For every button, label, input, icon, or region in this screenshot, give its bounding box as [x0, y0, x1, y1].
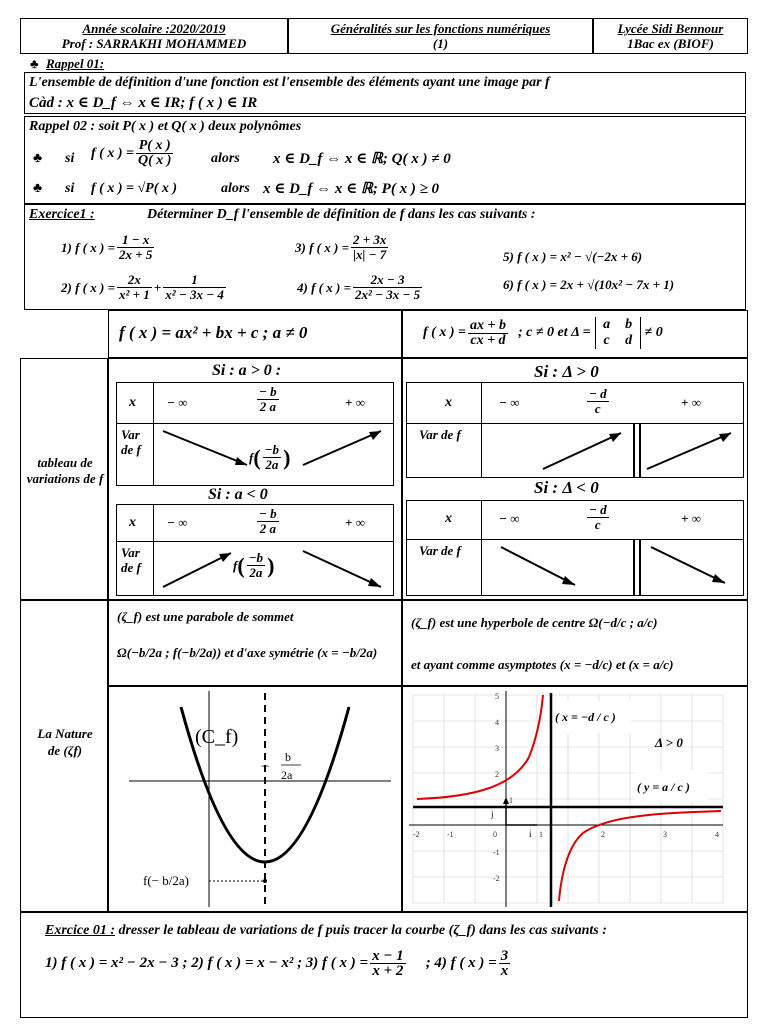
arrow-head: [368, 578, 381, 587]
nature-quad-text-cell: [108, 600, 402, 686]
rappel1-title: Rappel 01:: [46, 56, 105, 71]
plus-infinity: + ∞: [681, 511, 701, 526]
exercice1-title: Exercice1 :: [29, 207, 95, 222]
x-label: x: [445, 511, 452, 526]
quad-function: f ( x ) = ax² + bx + c ; a ≠ 0: [119, 323, 308, 342]
exercise-item-2: 2) f ( x ) = $\frac{2x}{\text{x² + 1}}$ + $\frac{1}{\text{x² − 3x − 4}}$: [61, 272, 224, 302]
exercice01-header: [45, 923, 607, 939]
svg-text:-1: -1: [493, 848, 500, 857]
determinant: a b c d: [595, 317, 641, 349]
homographic-function: f ( x ) = $\frac{ax + b}{cx + d}$ ; c ≠ 0 et Δ = a b c d ≠ 0: [423, 317, 663, 348]
parabola-text-1: (ζ_f) est une parabole de sommet: [117, 609, 294, 624]
pole-x: $\frac{- d}{c}$: [589, 502, 607, 532]
j-label: j: [491, 809, 494, 819]
vertex-point: [263, 879, 267, 883]
axis-label-num: b: [285, 750, 291, 764]
exercice01-statement: dresser le tableau de variations de f puis tracer la courbe (ζ_f) dans les cas suivants :: [118, 923, 607, 938]
ymin-label: f(− b/2a): [143, 873, 189, 888]
header-center-box: [288, 18, 593, 54]
svg-text:0: 0: [493, 830, 497, 839]
svg-text:4: 4: [495, 718, 499, 727]
x-label: x: [129, 515, 136, 530]
func-quad-cell: [108, 310, 402, 358]
quad-pos-title: Si : a > 0 :: [212, 362, 282, 379]
hyperbola-text-1: (ζ_f) est une hyperbole de centre Ω(−d/c ; a/c): [411, 615, 658, 630]
var-de-f-label: Var de f: [419, 427, 461, 442]
svg-text:3: 3: [495, 744, 499, 753]
rappel2-case2-formula: f ( x ) = √P( x ): [91, 181, 178, 196]
pole-x: $\frac{- d}{c}$: [589, 386, 607, 416]
rappel2-case2-alors: alors: [221, 181, 250, 196]
axis-label-pre: −: [261, 759, 270, 775]
club-icon: ♣: [30, 56, 39, 71]
minus-infinity: − ∞: [167, 395, 188, 410]
school-year: Année scolaire :2020/2019: [82, 21, 226, 36]
vertex-x: $\frac{- b}{2 a}$: [259, 506, 277, 536]
teacher-name: Prof : SARRAKHI MOHAMMED: [61, 36, 247, 51]
hyperbola-graph: [403, 687, 747, 911]
document-title: Généralités sur les fonctions numériques: [330, 21, 551, 36]
homo-neg-table: [406, 500, 744, 596]
arrow-head: [719, 433, 731, 442]
rappel1-line2: Càd : x ∈ D_f ⇔ x ∈ IR; f ( x ) ∈ IR: [29, 95, 258, 111]
rappel2-case1-cond: x ∈ D_f ⇔ x ∈ ℝ; Q( x ) ≠ 0: [273, 151, 451, 167]
increasing-arrow: [543, 433, 621, 469]
rappel1-line1: L'ensemble de définition d'une fonction est l'ensemble des éléments ayant une image par f: [29, 75, 550, 90]
decreasing-arrow: [163, 431, 247, 465]
homo-neg-title: Si : Δ < 0: [534, 478, 599, 497]
variation-arrows: [481, 423, 743, 477]
svg-text:2: 2: [495, 770, 499, 779]
rappel1-content: [24, 72, 746, 114]
svg-text:4: 4: [715, 830, 719, 839]
y-tick-labels: [493, 692, 513, 883]
increasing-arrow: [647, 433, 731, 469]
plus-infinity: + ∞: [681, 395, 701, 410]
rappel2-case1-si: si: [65, 151, 75, 166]
svg-text:-1: -1: [447, 830, 454, 839]
rappel2-case2-si: si: [65, 181, 75, 196]
increasing-arrow: [303, 431, 381, 465]
exercise-item-6: 6) f ( x ) = 2x + √(10x² − 7x + 1): [503, 277, 675, 292]
parabola-text-2: Ω(−b/2a ; f(−b/2a)) et d'axe symétrie (x = −b/2a): [117, 645, 378, 660]
svg-text:-2: -2: [493, 874, 500, 883]
plus-infinity: + ∞: [345, 395, 365, 410]
rappel2-case2-cond: x ∈ D_f ⇔ x ∈ ℝ; P( x ) ≥ 0: [263, 181, 440, 197]
quad-neg-title: Si : a < 0: [208, 486, 268, 503]
quad-neg-table: [116, 504, 394, 596]
class-name: 1Bac ex (BIOF): [627, 36, 714, 51]
header-right-box: [593, 18, 748, 54]
exercise-item-4: 4) f ( x ) = $\frac{2x - 3}{\text{2x² − 3x − 5}}$: [297, 272, 421, 302]
i-label: i: [529, 829, 532, 839]
exercice1-box: [24, 204, 746, 310]
svg-text:1: 1: [539, 830, 543, 839]
svg-text:1: 1: [509, 796, 513, 805]
rappel2-box: [24, 116, 746, 204]
arrow-head: [562, 576, 575, 585]
plus-infinity: + ∞: [345, 515, 365, 530]
horizontal-asymptote-label: ( y = a / c ): [637, 780, 690, 794]
exercise-item-5: 5) f ( x ) = x² − √(−2x + 6): [503, 249, 643, 264]
exercice01-box: [20, 912, 748, 1018]
nature-homo-text-cell: [402, 600, 748, 686]
axis-label-den: 2a: [281, 768, 293, 782]
func-homo-cell: [402, 310, 748, 358]
svg-text:-2: -2: [413, 830, 420, 839]
club-icon: ♣: [33, 181, 43, 196]
hyperbola-text-2: et ayant comme asymptotes (x = −d/c) et (x = a/c): [411, 657, 674, 672]
vertex-x: $\frac{- b}{2 a}$: [259, 384, 277, 414]
club-icon: ♣: [33, 151, 43, 166]
arrow-head: [219, 553, 231, 562]
rappel2-case1-formula: f ( x ) = $\frac{P( x )}{Q( x )}$: [91, 138, 172, 168]
svg-text:2: 2: [601, 830, 605, 839]
rappel2-title: Rappel 02 : soit P( x ) et Q( x ) deux polynômes: [29, 119, 302, 134]
minus-infinity: − ∞: [499, 395, 520, 410]
quad-pos-table: [116, 382, 394, 486]
minus-infinity: − ∞: [499, 511, 520, 526]
var-de-f-label: Var de f: [121, 427, 141, 457]
svg-text:5: 5: [495, 692, 499, 701]
curve-label: (C_f): [195, 726, 239, 748]
x-label: x: [129, 395, 136, 410]
var-de-f-label: Var de f: [121, 545, 141, 575]
max-value: f ( $\frac{-b}{2a}$ ): [233, 550, 275, 580]
arrow-head: [712, 574, 725, 583]
arrow-head: [609, 433, 621, 442]
variations-label-cell: [20, 358, 108, 600]
arrow-head: [235, 457, 247, 465]
school-name: Lycée Sidi Bennour: [617, 21, 724, 36]
exercice01-title: Exrcice 01 :: [45, 923, 115, 938]
x-tick-labels: [413, 830, 719, 839]
vertical-asymptote-label: ( x = −d / c ): [555, 710, 616, 724]
parabola-graph: [109, 687, 401, 911]
delta-label: Δ > 0: [655, 735, 683, 750]
exercise-item-1: 1) f ( x ) = $\frac{1 - x}{2x + 5}$: [61, 232, 153, 262]
hyperbola-graph-cell: [402, 686, 748, 912]
exercice01-items: 1) f ( x ) = x² − 2x − 3 ; 2) f ( x ) = x − x² ; 3) f ( x ) = $\frac{x - 1}{x + 2}$ ; 4) f ( x ) = $\frac{3}{x}$: [45, 948, 509, 979]
nature-row-label: La Nature de (ζf): [37, 726, 93, 758]
arrow-head: [369, 431, 381, 440]
decreasing-arrow: [303, 551, 381, 587]
minus-infinity: − ∞: [167, 515, 188, 530]
nature-label-cell: [20, 600, 108, 912]
var-de-f-label: Var de f: [419, 543, 461, 558]
exercice1-statement: Déterminer D_f l'ensemble de définition de f dans les cas suivants :: [147, 207, 536, 222]
svg-text:3: 3: [663, 830, 667, 839]
exercise-item-3: 3) f ( x ) = $\frac{2 + 3x}{|x| - 7}$: [295, 232, 387, 262]
homo-pos-title: Si : Δ > 0: [534, 362, 599, 381]
x-label: x: [445, 395, 452, 410]
parabola-graph-cell: [108, 686, 402, 912]
homo-pos-table: [406, 382, 744, 478]
variations-row-label: tableau de variations de f: [26, 455, 104, 486]
min-value: f ( $\frac{-b}{2a}$ ): [249, 442, 291, 472]
increasing-arrow: [163, 553, 231, 587]
document-number: (1): [432, 36, 449, 51]
rappel2-case1-alors: alors: [211, 151, 240, 166]
header-left-box: [20, 18, 288, 54]
variation-arrows: [481, 539, 743, 595]
